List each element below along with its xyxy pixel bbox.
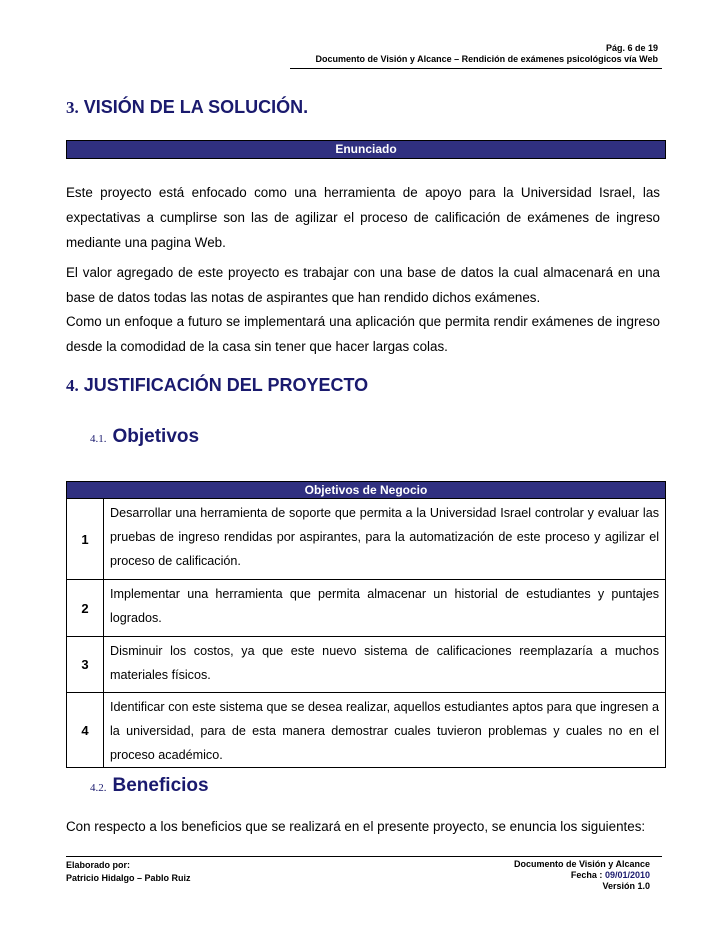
section-4-1-title: Objetivos (112, 426, 200, 447)
section-4-heading (66, 375, 368, 396)
table-row (67, 499, 666, 580)
enunciado-paragraph-3: Como un enfoque a futuro se implementará una aplicación que permita rendir exámenes de ingreso desde la comodidad de la casa sin tener que hacer largas colas. (66, 314, 660, 354)
fecha-value: 09/01/2010 (604, 870, 650, 880)
fecha-label: Fecha : (570, 870, 603, 880)
footer-left (66, 859, 191, 885)
row-text: Desarrollar una herramienta de soporte que permita a la Universidad Israel controlar y evaluar las pruebas de ingreso rendidas por aspirantes, para la automatización de este proceso y agilizar el proceso de calificación. (104, 499, 666, 580)
section-3-title: VISIÓN DE LA SOLUCIÓN. (83, 97, 309, 117)
objetivos-table (66, 498, 666, 768)
beneficios-paragraph: Con respecto a los beneficios que se realizará en el presente proyecto, se enuncia los siguientes: (66, 819, 646, 834)
objetivos-table-header (66, 481, 666, 499)
section-4-2-number: 4.2. (90, 782, 107, 794)
row-text: Implementar una herramienta que permita almacenar un historial de estudiantes y puntajes logrados. (104, 580, 666, 637)
footer-doc-name: Documento de Visión y Alcance (513, 859, 650, 869)
authors: Patricio Hidalgo – Pablo Ruiz (66, 873, 191, 883)
footer-right (514, 859, 650, 892)
footer-date (514, 870, 650, 881)
table-row (67, 637, 666, 693)
header-divider (290, 68, 662, 69)
table-row (67, 693, 666, 768)
page-number: Pág. 6 de 19 (605, 43, 658, 53)
section-4-1-heading (90, 426, 199, 448)
enunciado-paragraph-2: El valor agregado de este proyecto es trabajar con una base de datos la cual almacenará en una base de datos todas las notas de aspirantes que han rendido dichos exámenes. (66, 265, 660, 305)
section-4-title: JUSTIFICACIÓN DEL PROYECTO (83, 375, 369, 395)
row-text: Disminuir los costos, ya que este nuevo sistema de calificaciones reemplazaría a muchos materiales físicos. (104, 637, 666, 693)
document-header-title: Documento de Visión y Alcance – Rendición de exámenes psicológicos vía Web (315, 54, 658, 64)
enunciado-bar (66, 140, 666, 159)
section-3-number: 3. (66, 98, 79, 117)
footer-divider (66, 856, 662, 857)
section-3-heading (66, 97, 308, 118)
enunciado-label: Enunciado (335, 142, 397, 156)
section-4-number: 4. (66, 376, 79, 395)
section-4-2-title: Beneficios (112, 775, 209, 796)
objetivos-header-label: Objetivos de Negocio (304, 483, 428, 497)
row-number: 3 (67, 637, 104, 693)
row-number: 2 (67, 580, 104, 637)
row-text: Identificar con este sistema que se desea realizar, aquellos estudiantes aptos para que ingresen a la universidad, para de esta manera demostrar cuales tuvieron problemas y cuales no en el proceso académico. (104, 693, 666, 768)
section-4-2-heading (90, 775, 209, 797)
elaborado-label: Elaborado por: (66, 860, 131, 870)
footer-version: Versión 1.0 (602, 881, 650, 891)
enunciado-paragraph-1: Este proyecto está enfocado como una herramienta de apoyo para la Universidad Israel, las expectativas a cumplirse son las de agilizar el proceso de calificación de exámenes de ingreso mediante una pagina Web. (66, 185, 660, 250)
row-number: 1 (67, 499, 104, 580)
section-4-1-number: 4.1. (90, 433, 107, 445)
table-row (67, 580, 666, 637)
row-number: 4 (67, 693, 104, 768)
